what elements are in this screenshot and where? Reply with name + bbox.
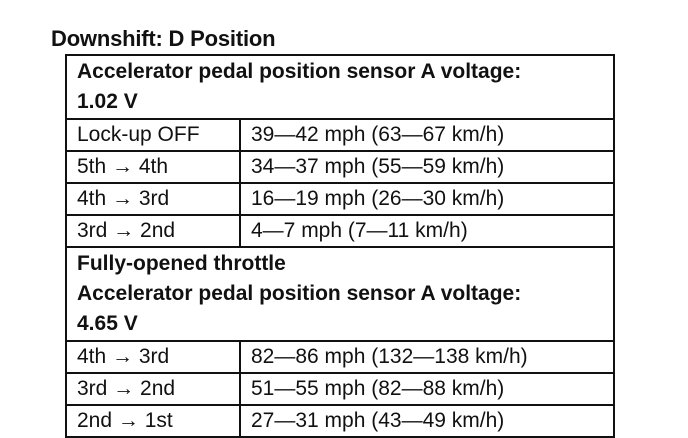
shift-cell: 5th → 4th [66,151,240,183]
table-row [66,151,614,183]
speed-cell: 16—19 mph (26—30 km/h) [240,183,614,215]
downshift-speed-table [65,54,615,438]
table-row [66,183,614,215]
table-row [66,119,614,151]
speed-cell: 27—31 mph (43—49 km/h) [240,405,614,437]
section-header-cell [66,55,614,119]
section-header-row [66,247,614,341]
section-header-row [66,55,614,119]
shift-cell: 3rd → 2nd [66,373,240,405]
shift-cell: 4th → 3rd [66,341,240,373]
speed-cell: 82—86 mph (132—138 km/h) [240,341,614,373]
speed-cell: 4—7 mph (7—11 km/h) [240,215,614,247]
speed-cell: 34—37 mph (55—59 km/h) [240,151,614,183]
section-header-line: 4.65 V [77,312,138,335]
page-title: Downshift: D Position [51,26,276,51]
shift-cell: 2nd → 1st [66,405,240,437]
shift-cell: 4th → 3rd [66,183,240,215]
section-header-line: Fully-opened throttle [77,252,286,275]
table-row [66,373,614,405]
section-header-cell [66,247,614,341]
section-header-line: Accelerator pedal position sensor A voltage: [77,282,522,305]
section-header-line: 1.02 V [77,90,138,113]
shift-cell: 3rd → 2nd [66,215,240,247]
speed-cell: 39—42 mph (63—67 km/h) [240,119,614,151]
table-row [66,341,614,373]
table-row [66,405,614,437]
section-header-line: Accelerator pedal position sensor A voltage: [77,60,522,83]
speed-cell: 51—55 mph (82—88 km/h) [240,373,614,405]
shift-cell: Lock-up OFF [66,119,240,151]
table-row [66,215,614,247]
